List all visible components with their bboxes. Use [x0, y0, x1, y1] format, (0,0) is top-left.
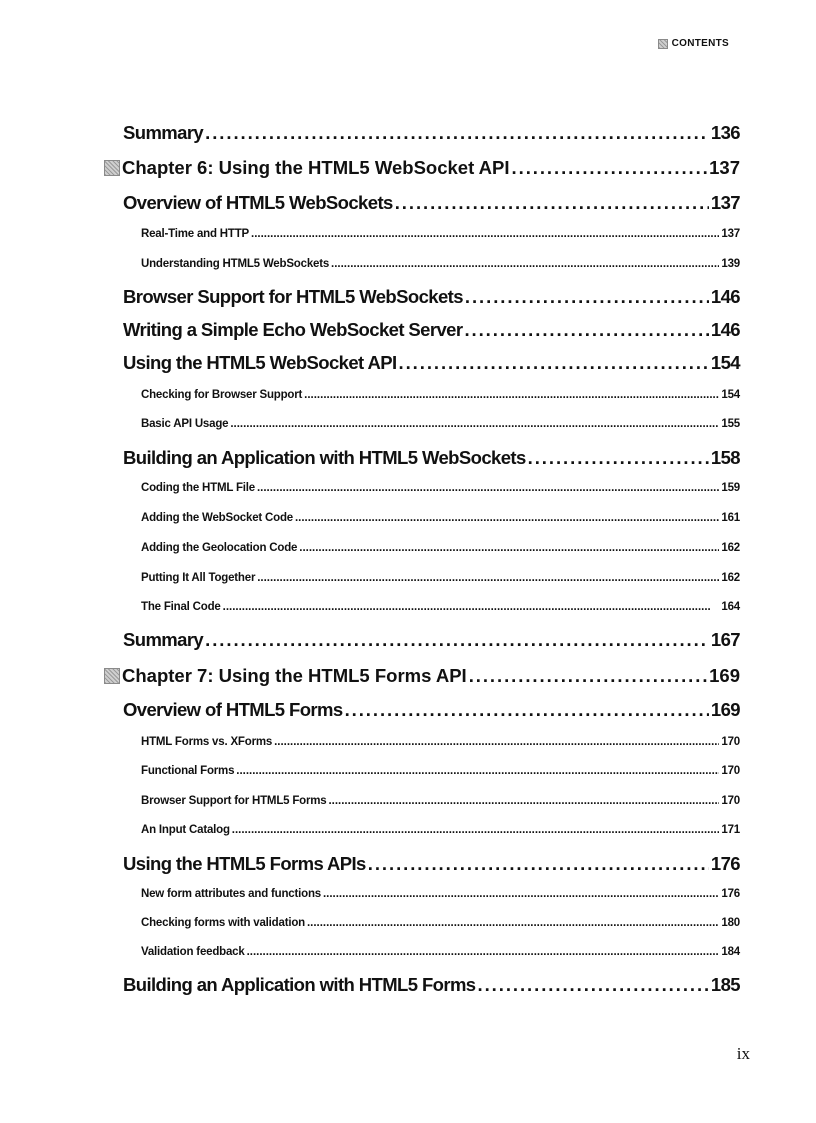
dot-leader [465, 286, 709, 308]
toc-entry[interactable] [123, 447, 740, 469]
toc-entry-title: Checking forms with validation [141, 917, 305, 929]
dot-leader [304, 389, 719, 401]
toc-entry-page: 146 [710, 286, 740, 307]
dot-leader [205, 122, 709, 144]
chapter-square-icon [104, 668, 120, 684]
toc-subentry[interactable] [141, 824, 740, 836]
toc-entry-page: 185 [710, 974, 740, 995]
toc-entry-page: 154 [710, 352, 740, 373]
toc-entry-title: Using the HTML5 Forms APIs [123, 853, 366, 874]
toc-entry-title: Summary [123, 629, 204, 650]
toc-entry-title: Using the HTML5 WebSocket API [123, 352, 397, 373]
toc-entry[interactable] [123, 629, 740, 651]
toc-subentry[interactable] [141, 765, 740, 777]
toc-entry-title: Adding the Geolocation Code [141, 542, 298, 554]
toc-entry-page: 158 [710, 447, 740, 468]
toc-entry-title: Browser Support for HTML5 Forms [141, 795, 327, 807]
dot-leader [205, 629, 709, 651]
toc-entry-page: 170 [721, 736, 740, 748]
toc-entry-title: Checking for Browser Support [141, 389, 303, 401]
toc-subentry[interactable] [141, 917, 740, 929]
toc-entry-title: Building an Application with HTML5 WebSockets [123, 447, 526, 468]
toc-entry[interactable] [123, 192, 740, 214]
toc-entry-page: 167 [710, 629, 740, 650]
toc-subentry[interactable] [141, 795, 740, 807]
toc-entry-page: 159 [721, 482, 740, 494]
toc-entry-page: 176 [721, 888, 740, 900]
chapter-square-icon [104, 160, 120, 176]
toc-entry-page: 137 [709, 157, 740, 178]
toc-entry-page: 162 [721, 542, 740, 554]
dot-leader [395, 192, 709, 214]
dot-leader [230, 418, 719, 430]
dot-leader [223, 601, 720, 613]
toc-entry-page: 169 [710, 699, 740, 720]
toc-entry-page: 169 [709, 665, 740, 686]
toc-subentry[interactable] [141, 572, 740, 584]
toc-entry-title: Browser Support for HTML5 WebSockets [123, 286, 463, 307]
toc-entry-title: Adding the WebSocket Code [141, 512, 293, 524]
dot-leader [512, 157, 708, 179]
toc-subentry[interactable] [141, 736, 740, 748]
toc-subentry[interactable] [141, 888, 740, 900]
toc-subentry[interactable] [141, 389, 740, 401]
dot-leader [323, 888, 719, 900]
toc-subentry[interactable] [141, 258, 740, 270]
toc-entry-page: 170 [721, 765, 740, 777]
toc-entry-title: New form attributes and functions [141, 888, 321, 900]
dot-leader [257, 572, 719, 584]
dot-leader [328, 795, 719, 807]
toc-subentry[interactable] [141, 542, 740, 554]
dot-leader [247, 946, 720, 958]
toc-entry-page: 137 [721, 228, 740, 240]
toc-entry[interactable] [123, 122, 740, 144]
toc-subentry[interactable] [141, 228, 740, 240]
dot-leader [464, 319, 708, 341]
toc-entry-title: Functional Forms [141, 765, 235, 777]
toc-entry-title: Putting It All Together [141, 572, 256, 584]
toc-entry-title: Overview of HTML5 WebSockets [123, 192, 393, 213]
toc-entry-title: Validation feedback [141, 946, 245, 958]
toc-entry-page: 180 [721, 917, 740, 929]
toc-entry-title: The Final Code [141, 601, 221, 613]
dot-leader [232, 824, 720, 836]
toc-entry-page: 162 [721, 572, 740, 584]
toc-subentry[interactable] [141, 946, 740, 958]
dot-leader [257, 482, 719, 494]
toc-entry-page: 170 [721, 795, 740, 807]
toc-entry-title: Chapter 6: Using the HTML5 WebSocket API [122, 157, 510, 178]
toc-entry-title: Writing a Simple Echo WebSocket Server [123, 319, 463, 340]
toc-entry-title: Understanding HTML5 WebSockets [141, 258, 330, 270]
toc-chapter-entry[interactable] [104, 665, 740, 687]
toc-entry-title: HTML Forms vs. XForms [141, 736, 273, 748]
toc-subentry[interactable] [141, 418, 740, 430]
toc-subentry[interactable] [141, 512, 740, 524]
toc-entry-page: 184 [721, 946, 740, 958]
toc-entry-page: 139 [721, 258, 740, 270]
running-head-label: CONTENTS [671, 38, 729, 49]
dot-leader [307, 917, 719, 929]
dot-leader [331, 258, 719, 270]
toc-entry-page: 154 [721, 389, 740, 401]
toc-chapter-entry[interactable] [104, 157, 740, 179]
dot-leader [299, 542, 719, 554]
toc-entry[interactable] [123, 699, 740, 721]
toc-entry-page: 137 [710, 192, 740, 213]
toc-entry-page: 171 [721, 824, 740, 836]
toc-entry[interactable] [123, 853, 740, 875]
toc-entry-title: Real-Time and HTTP [141, 228, 250, 240]
dot-leader [478, 974, 709, 996]
toc-entry-page: 164 [721, 601, 740, 613]
dot-leader [469, 665, 707, 687]
dot-leader [399, 352, 709, 374]
toc-entry[interactable] [123, 352, 740, 374]
dot-leader [368, 853, 709, 875]
toc-entry-title: Coding the HTML File [141, 482, 255, 494]
page-number: ix [736, 1044, 750, 1063]
dot-leader [236, 765, 719, 777]
toc-entry-page: 146 [710, 319, 740, 340]
toc-entry[interactable] [123, 319, 740, 341]
running-head [658, 38, 729, 49]
toc-subentry[interactable] [141, 482, 740, 494]
toc-entry-title: An Input Catalog [141, 824, 230, 836]
square-bullet-icon [658, 39, 668, 49]
dot-leader [274, 736, 719, 748]
toc-entry-page: 155 [721, 418, 740, 430]
toc-subentry[interactable] [141, 601, 740, 613]
toc-entry-title: Overview of HTML5 Forms [123, 699, 343, 720]
toc-entry-title: Chapter 7: Using the HTML5 Forms API [122, 665, 467, 686]
toc-entry-page: 161 [721, 512, 740, 524]
toc-entry-title: Building an Application with HTML5 Forms [123, 974, 476, 995]
dot-leader [295, 512, 719, 524]
dot-leader [345, 699, 709, 721]
dot-leader [251, 228, 719, 240]
toc-entry-page: 176 [710, 853, 740, 874]
toc-entry-page: 136 [710, 122, 740, 143]
toc-entry[interactable] [123, 974, 740, 996]
toc-entry[interactable] [123, 286, 740, 308]
dot-leader [528, 447, 709, 469]
toc-entry-title: Summary [123, 122, 204, 143]
toc-entry-title: Basic API Usage [141, 418, 229, 430]
